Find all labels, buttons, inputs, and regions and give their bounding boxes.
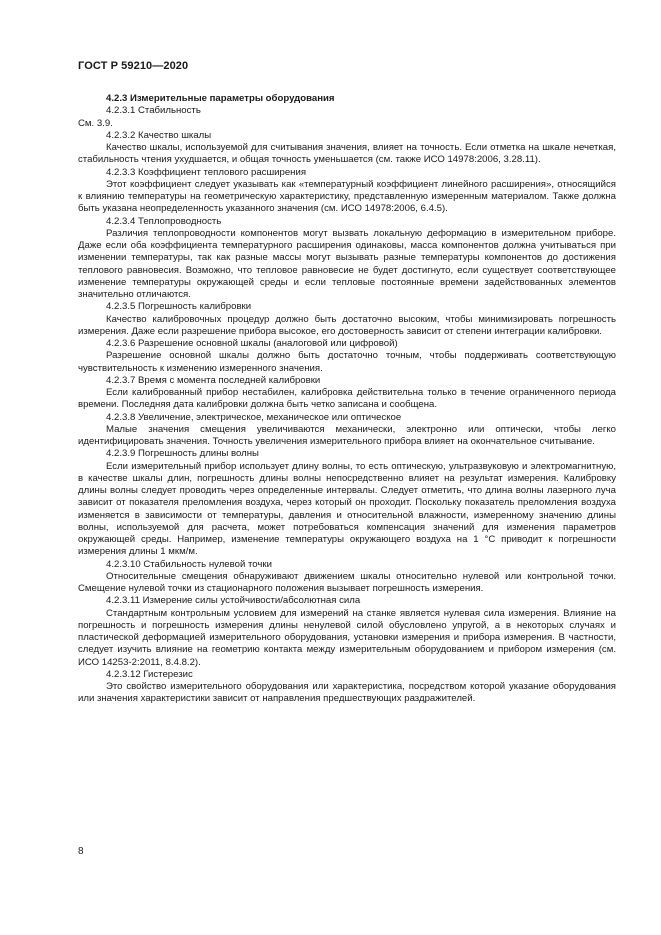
subsection-heading: 4.2.3.1 Стабильность — [106, 105, 201, 117]
paragraph: Если калиброванный прибор нестабилен, калибровка действительна только в течение ограниченного периода времени. Последняя дата калибровки должна быть четко записана и сообщена. — [78, 387, 616, 411]
subsection-heading: 4.2.3.9 Погрешность длины волны — [106, 448, 259, 460]
paragraph: Качество калибровочных процедур должно быть достаточно высоким, чтобы минимизировать погрешность измерения. Даже если разрешение прибора высокое, его достоверность зависит от степени интеграции калибровки. — [78, 313, 616, 337]
subsection-heading: 4.2.3.4 Теплопроводность — [106, 215, 222, 227]
paragraph: Разрешение основной шкалы должно быть достаточно точным, чтобы поддерживать соответствующую чувствительность к изменению измеренного значения. — [78, 350, 616, 374]
paragraph: Это свойство измерительного оборудования или характеристика, посредством которой указание оборудования или значения характеристики зависит от направления предшествующих раздражителей. — [78, 681, 616, 705]
subsection-heading: 4.2.3.6 Разрешение основной шкалы (аналоговой или цифровой) — [106, 338, 398, 349]
subsection-heading: 4.2.3.7 Время с момента последней калибровки — [106, 374, 321, 386]
subsection-heading: 4.2.3.2 Качество шкалы — [106, 129, 212, 141]
subsection-heading: 4.2.3.12 Гистерезис — [106, 668, 193, 680]
paragraph: См. 3.9. — [78, 117, 113, 129]
paragraph: Стандартным контрольным условием для измерений на станке является нулевая сила измерения. Влияние на погрешность и погрешность измерения длины ненулевой силой обусловлено упругой, а в некоторых случаях и пластической деформацией измерительного оборудования, установки измерения и прибора измерения. В частности, следует изучить влияние на геометрию контакта между измерительным оборудованием и прибором измерения (см. ИСО 14253-2:2011, 8.4.8.2). — [78, 607, 616, 668]
subsection-heading: 4.2.3.3 Коэффициент теплового расширения — [106, 166, 307, 178]
standard-code: ГОСТ Р 59210—2020 — [78, 60, 189, 72]
subsection-heading: 4.2.3.11 Измерение силы устойчивости/абсолютная сила — [106, 595, 361, 607]
document-body — [78, 93, 616, 706]
section-title: 4.2.3 Измерительные параметры оборудования — [106, 93, 335, 104]
page-number: 8 — [78, 846, 84, 857]
paragraph: Качество шкалы, используемой для считывания значения, влияет на точность. Если отметка на шкале нечеткая, стабильность чтения ухудшается, и общая точность уменьшается (см. также ИСО 14978:2006, 3.28.11). — [78, 142, 616, 166]
paragraph: Если измерительный прибор использует длину волны, то есть оптическую, ультразвуковую и электромагнитную, в качестве шкалы длин, погрешность длины волны непосредственно влияет на результат измерения. Калибровку длины волны следует проводить через определенные интервалы. Следует отметить, что длина волны лазерного луча зависит от показателя преломления воздуха, через который он проходит. Поскольку показатель преломления воздуха изменяется в зависимости от температуры, давления и относительной влажности, измеренному значению длины волны, используемой для расчета, может потребоваться компенсация значений для изменения параметров окружающей среды. Например, изменение температуры окружающего воздуха на 1 °С приводит к погрешности измерения длины 1 мкм/м. — [78, 460, 616, 558]
paragraph: Малые значения смещения увеличиваются механически, электронно или оптически, чтобы легко идентифицировать значения. Точность увеличения измерительного прибора влияет на окончательное считывание. — [78, 423, 616, 447]
subsection-heading: 4.2.3.5 Погрешность калибровки — [106, 301, 252, 313]
subsection-heading: 4.2.3.8 Увеличение, электрическое, механическое или оптическое — [106, 411, 402, 423]
paragraph: Относительные смещения обнаруживают движением шкалы относительно нулевой или контрольной точки. Смещение нулевой точки из стационарного положения вызывает погрешность измерения. — [78, 570, 616, 594]
paragraph: Различия теплопроводности компонентов могут вызвать локальную деформацию в измерительном приборе. Даже если оба коэффициента температурного расширения одинаковы, масса компонентов должна учитываться при изменении температуры, так как разные массы могут вызывать разные температуры компонентов до достижения теплового равновесия. Возможно, что тепловое равновесие не будет достигнуто, если существует соответствующее изменение температуры окружающей среды и если тепловые постоянные времени задействованных элементов значительно отличаются. — [78, 227, 616, 300]
paragraph: Этот коэффициент следует указывать как «температурный коэффициент линейного расширения», относящийся к влиянию температуры на геометрическую характеристику, представленную измеренным материалом. Также должна быть указана неопределенность указанного значения (см. ИСО 14978:2006, 6.4.5). — [78, 178, 616, 215]
subsection-heading: 4.2.3.10 Стабильность нулевой точки — [106, 558, 272, 570]
